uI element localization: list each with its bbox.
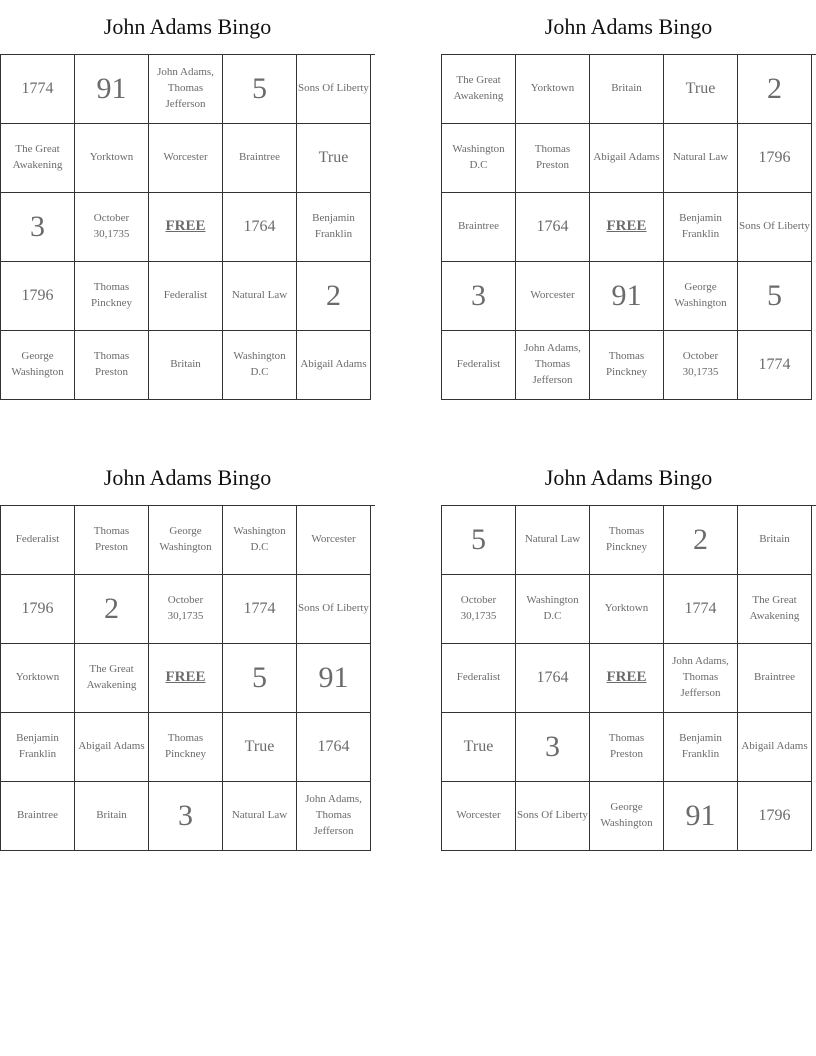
bingo-cell: 3: [149, 782, 223, 851]
card-title: John Adams Bingo: [103, 465, 272, 490]
bingo-cell: 1764: [516, 193, 590, 262]
bingo-cell: Natural Law: [223, 262, 297, 331]
bingo-card-4: [441, 451, 816, 851]
bingo-cell: 1796: [1, 262, 75, 331]
bingo-cell: Washington D.C: [223, 331, 297, 400]
bingo-cell: Thomas Pinckney: [590, 506, 664, 575]
bingo-cell: 91: [664, 782, 738, 851]
bingo-cell: Britain: [738, 506, 812, 575]
bingo-card-3: [0, 451, 375, 851]
bingo-cell: True: [223, 713, 297, 782]
bingo-cell: George Washington: [590, 782, 664, 851]
bingo-cell: True: [664, 55, 738, 124]
bingo-cell: True: [442, 713, 516, 782]
bingo-cell: Washington D.C: [442, 124, 516, 193]
bingo-grid: [441, 505, 816, 851]
bingo-cell: Abigail Adams: [75, 713, 149, 782]
bingo-cell: Washington D.C: [516, 575, 590, 644]
bingo-cell: 1774: [664, 575, 738, 644]
card-title: John Adams Bingo: [544, 465, 713, 490]
bingo-cell: Abigail Adams: [297, 331, 371, 400]
bingo-cell: October 30,1735: [75, 193, 149, 262]
card-title: John Adams Bingo: [544, 14, 713, 39]
bingo-cell: John Adams, Thomas Jefferson: [297, 782, 371, 851]
bingo-cell: Thomas Pinckney: [75, 262, 149, 331]
bingo-cell: John Adams, Thomas Jefferson: [664, 644, 738, 713]
bingo-cell: October 30,1735: [149, 575, 223, 644]
bingo-cell: Thomas Preston: [75, 506, 149, 575]
bingo-cell: Yorktown: [590, 575, 664, 644]
bingo-cell: 2: [664, 506, 738, 575]
bingo-cell: 5: [223, 644, 297, 713]
bingo-grid: [0, 54, 375, 400]
bingo-cell: Natural Law: [223, 782, 297, 851]
bingo-cell: 1764: [223, 193, 297, 262]
bingo-cell: Thomas Pinckney: [590, 331, 664, 400]
bingo-cell: George Washington: [664, 262, 738, 331]
bingo-cell: Federalist: [442, 644, 516, 713]
bingo-cell: 5: [738, 262, 812, 331]
bingo-cell: 91: [297, 644, 371, 713]
card-title: John Adams Bingo: [103, 14, 272, 39]
bingo-cell: Thomas Preston: [590, 713, 664, 782]
bingo-card-1: [0, 0, 375, 400]
bingo-cell: 2: [297, 262, 371, 331]
free-space: FREE: [149, 193, 223, 262]
bingo-cell: Benjamin Franklin: [1, 713, 75, 782]
bingo-cell: 1764: [297, 713, 371, 782]
bingo-cell: 3: [1, 193, 75, 262]
bingo-cell: The Great Awakening: [738, 575, 812, 644]
bingo-cell: Benjamin Franklin: [664, 193, 738, 262]
bingo-cell: Britain: [75, 782, 149, 851]
bingo-cell: 3: [442, 262, 516, 331]
bingo-cell: 1764: [516, 644, 590, 713]
bingo-cell: Natural Law: [516, 506, 590, 575]
bingo-cell: Sons Of Liberty: [738, 193, 812, 262]
bingo-cell: Yorktown: [516, 55, 590, 124]
bingo-card-2: [441, 0, 816, 400]
bingo-cell: John Adams, Thomas Jefferson: [516, 331, 590, 400]
bingo-cell: John Adams, Thomas Jefferson: [149, 55, 223, 124]
bingo-cell: 1796: [1, 575, 75, 644]
bingo-cell: Benjamin Franklin: [664, 713, 738, 782]
bingo-cell: 2: [75, 575, 149, 644]
bingo-cell: Washington D.C: [223, 506, 297, 575]
bingo-cell: Thomas Pinckney: [149, 713, 223, 782]
bingo-cell: 1774: [738, 331, 812, 400]
bingo-cell: Worcester: [442, 782, 516, 851]
bingo-cell: 1774: [1, 55, 75, 124]
bingo-cell: 91: [75, 55, 149, 124]
free-space: FREE: [590, 644, 664, 713]
bingo-cell: Worcester: [297, 506, 371, 575]
bingo-cell: George Washington: [149, 506, 223, 575]
bingo-cell: 5: [223, 55, 297, 124]
bingo-cell: Natural Law: [664, 124, 738, 193]
bingo-cell: Braintree: [223, 124, 297, 193]
bingo-cell: 1796: [738, 124, 812, 193]
bingo-cell: The Great Awakening: [75, 644, 149, 713]
bingo-cell: George Washington: [1, 331, 75, 400]
bingo-cell: October 30,1735: [664, 331, 738, 400]
bingo-cell: The Great Awakening: [442, 55, 516, 124]
bingo-cell: Sons Of Liberty: [297, 55, 371, 124]
bingo-cell: Thomas Preston: [516, 124, 590, 193]
bingo-cell: Abigail Adams: [738, 713, 812, 782]
bingo-cell: Braintree: [738, 644, 812, 713]
bingo-cell: Abigail Adams: [590, 124, 664, 193]
bingo-cell: True: [297, 124, 371, 193]
bingo-grid: [0, 505, 375, 851]
bingo-cell: 91: [590, 262, 664, 331]
bingo-cell: Worcester: [516, 262, 590, 331]
bingo-cell: Sons Of Liberty: [297, 575, 371, 644]
bingo-cell: Yorktown: [1, 644, 75, 713]
bingo-cell: 1774: [223, 575, 297, 644]
bingo-cell: Thomas Preston: [75, 331, 149, 400]
bingo-cell: Braintree: [442, 193, 516, 262]
bingo-cell: Federalist: [149, 262, 223, 331]
bingo-cell: Yorktown: [75, 124, 149, 193]
bingo-cell: Federalist: [442, 331, 516, 400]
bingo-cell: October 30,1735: [442, 575, 516, 644]
bingo-cell: 2: [738, 55, 812, 124]
bingo-cell: Braintree: [1, 782, 75, 851]
bingo-cell: Federalist: [1, 506, 75, 575]
bingo-cell: Britain: [149, 331, 223, 400]
free-space: FREE: [149, 644, 223, 713]
bingo-cell: Benjamin Franklin: [297, 193, 371, 262]
bingo-cell: 1796: [738, 782, 812, 851]
bingo-cell: The Great Awakening: [1, 124, 75, 193]
free-space: FREE: [590, 193, 664, 262]
bingo-cell: 3: [516, 713, 590, 782]
bingo-cell: Britain: [590, 55, 664, 124]
bingo-cell: Worcester: [149, 124, 223, 193]
bingo-cell: 5: [442, 506, 516, 575]
bingo-grid: [441, 54, 816, 400]
bingo-cell: Sons Of Liberty: [516, 782, 590, 851]
